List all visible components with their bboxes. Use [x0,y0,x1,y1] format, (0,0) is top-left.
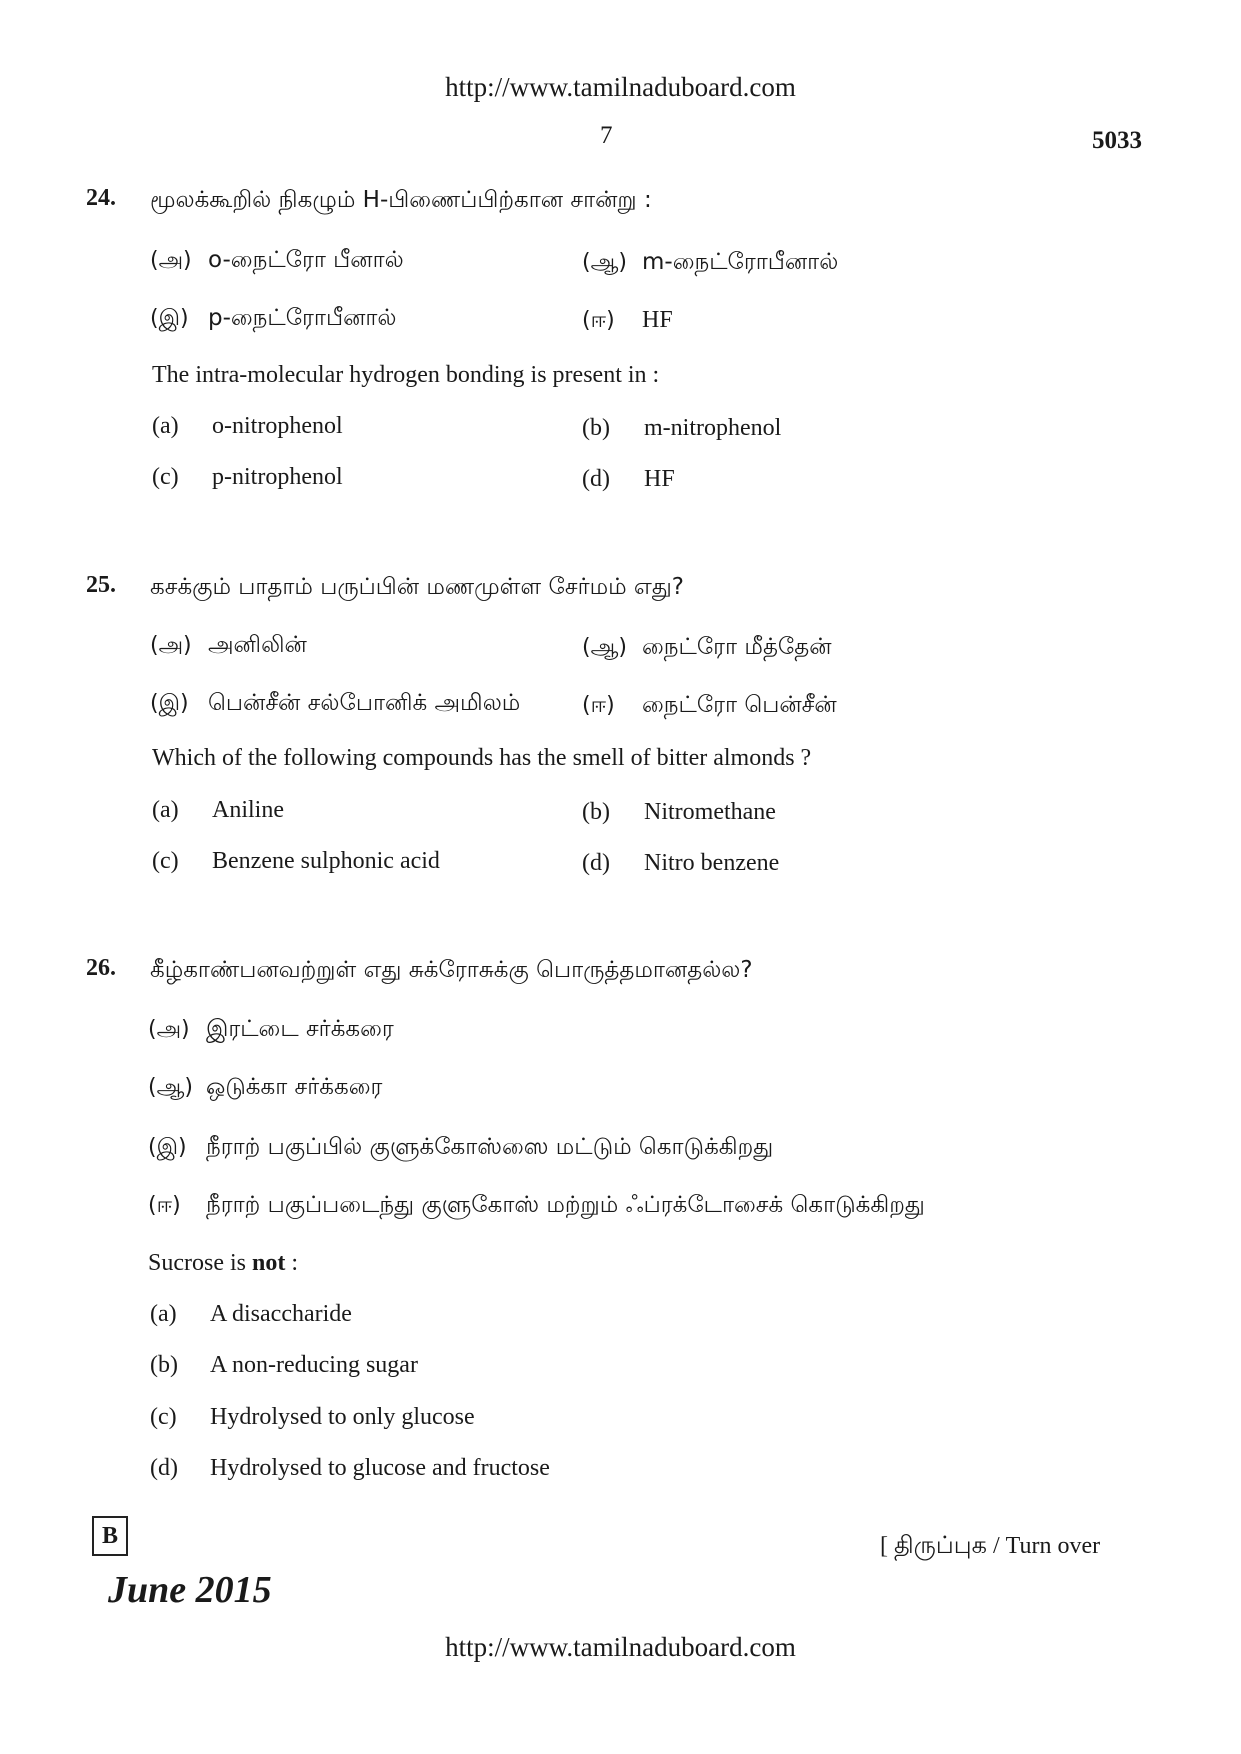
english-option-c [152,464,343,491]
option-label: (அ) [150,633,192,658]
option-text: p-நைட்ரோபீனால் [208,305,397,331]
option-label: (இ) [150,691,189,716]
tamil-option-c [150,305,396,334]
tamil-option-d [148,1192,925,1221]
tamil-option-d [582,692,837,721]
option-label: (d) [582,850,610,876]
option-text: Benzene sulphonic acid [212,848,440,874]
option-label: (ஈ) [148,1193,181,1218]
english-option-b [582,415,781,442]
option-label: (a) [152,413,179,439]
option-label: (ஈ) [582,308,615,333]
english-option-b [582,799,776,826]
option-label: (இ) [150,306,189,331]
question-number: 24. [86,185,116,211]
option-text: Nitromethane [644,799,776,825]
english-option-a [152,413,343,440]
footer-url: http://www.tamilnaduboard.com [445,1632,796,1662]
option-label: (d) [582,466,610,492]
english-option-a [152,797,284,824]
english-option-d [150,1455,550,1482]
option-label: (b) [150,1352,178,1378]
option-label: (அ) [148,1017,190,1042]
question-number: 25. [86,572,116,598]
english-question [148,1250,298,1277]
option-text: நீராற் பகுப்பில் குளுக்கோஸ்ஸை மட்டும் கொடுக்கிறது [206,1134,774,1160]
tamil-question: கசக்கும் பாதாம் பருப்பின் மணமுள்ள சேர்மம் எது? [150,574,685,600]
option-text: o-nitrophenol [212,413,343,439]
option-text: பென்சீன் சல்போனிக் அமிலம் [208,690,521,716]
option-text: A non-reducing sugar [210,1352,418,1378]
paper-code: 5033 [1092,127,1142,154]
english-question: The intra-molecular hydrogen bonding is present in : [152,362,660,388]
option-text: நைட்ரோ மீத்தேன் [642,634,832,660]
question-number: 26. [86,955,116,981]
header-url: http://www.tamilnaduboard.com [445,72,796,102]
english-option-a [150,1301,352,1328]
tamil-option-a [150,632,307,661]
option-text: m-நைட்ரோபீனால் [642,249,839,275]
option-text: p-nitrophenol [212,464,343,490]
tamil-question: மூலக்கூறில் நிகழும் H-பிணைப்பிற்கான சான்று : [150,187,652,213]
tamil-option-a [148,1016,394,1045]
tamil-option-d [582,307,673,336]
english-question: Which of the following compounds has the smell of bitter almonds ? [152,745,812,771]
option-label: (a) [152,797,179,823]
tamil-option-a [150,247,404,276]
option-label: (c) [152,464,179,490]
option-label: (c) [152,848,179,874]
option-label: (ஆ) [582,635,627,660]
english-option-b [150,1352,418,1379]
option-label: (ஈ) [582,693,615,718]
option-label: (d) [150,1455,178,1481]
option-text: ஒடுக்கா சர்க்கரை [206,1074,383,1100]
option-label: (b) [582,799,610,825]
tamil-option-b [148,1074,382,1103]
option-label: (அ) [150,248,192,273]
option-text: m-nitrophenol [644,415,782,441]
question-suffix: : [285,1250,299,1276]
option-text: HF [642,307,673,333]
option-label: (a) [150,1301,177,1327]
option-text: Hydrolysed to only glucose [210,1404,475,1430]
option-label: (ஆ) [582,250,627,275]
option-text: Hydrolysed to glucose and fructose [210,1455,550,1481]
tamil-option-b [582,249,838,278]
english-option-d [582,466,675,493]
option-text: o-நைட்ரோ பீனால் [208,247,404,273]
option-label: (b) [582,415,610,441]
page-number: 7 [600,122,613,149]
tamil-option-c [150,690,520,719]
option-text: இரட்டை சர்க்கரை [206,1016,394,1042]
exam-date: June 2015 [108,1569,272,1611]
tamil-option-b [582,634,832,663]
option-text: நைட்ரோ பென்சீன் [642,692,837,718]
booklet-letter-box: B [92,1516,128,1556]
english-option-d [582,850,779,877]
question-emphasis: not [252,1250,286,1276]
option-text: HF [644,466,675,492]
option-label: (இ) [148,1135,187,1160]
english-option-c [150,1404,475,1431]
option-label: (c) [150,1404,177,1430]
question-prefix: Sucrose is [148,1250,252,1276]
tamil-question: கீழ்காண்பனவற்றுள் எது சுக்ரோசுக்கு பொருத்தமானதல்ல? [150,957,753,983]
option-text: நீராற் பகுப்படைந்து குளுகோஸ் மற்றும் ஃப்ரக்டோசைக் கொடுக்கிறது [206,1192,925,1218]
option-text: அனிலின் [208,632,307,658]
option-text: Aniline [212,797,284,823]
option-text: Nitro benzene [644,850,780,876]
turn-over-note: [ திருப்புக / Turn over [880,1533,1101,1559]
english-option-c [152,848,440,875]
option-label: (ஆ) [148,1075,193,1100]
tamil-option-c [148,1134,773,1163]
option-text: A disaccharide [210,1301,352,1327]
